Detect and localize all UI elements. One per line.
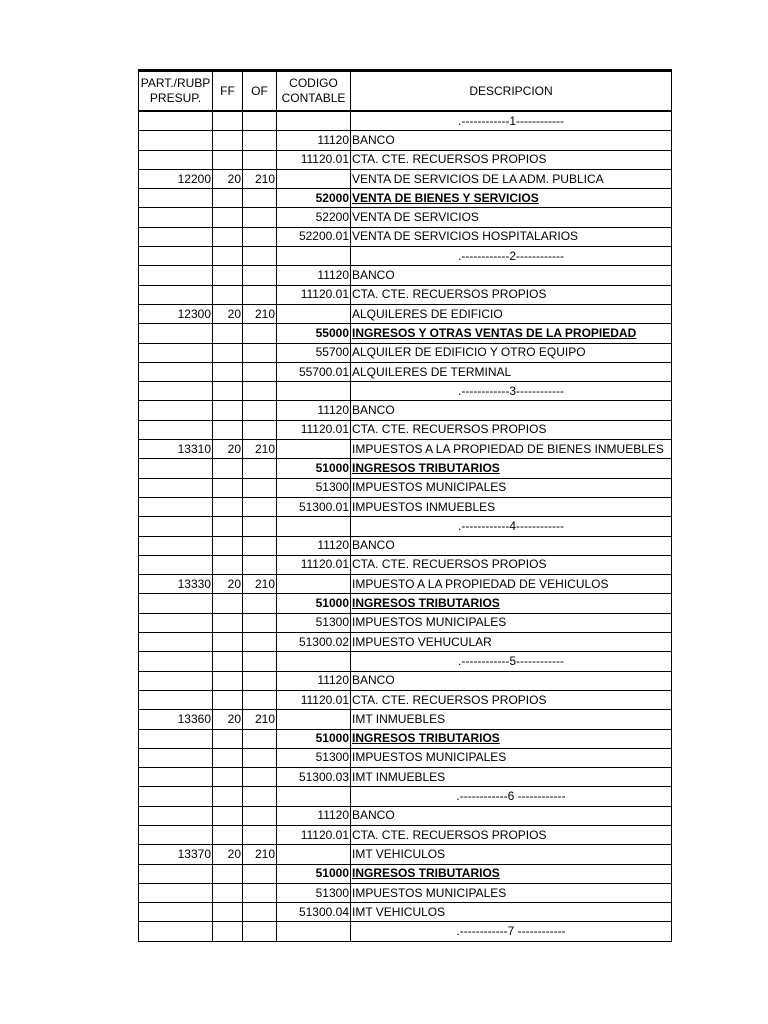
cell-part-rubp [139,247,213,266]
table-row [139,864,672,883]
cell-codigo-contable: 11120 [277,536,351,555]
header-ff: FF [213,71,243,112]
separator-row [139,652,672,671]
table-row [139,285,672,304]
cell-of: 210 [243,304,277,323]
cell-descripcion: .------------7 ------------ [351,922,672,941]
cell-descripcion: IMPUESTOS MUNICIPALES [351,478,672,497]
cell-ff [213,806,243,825]
cell-codigo-contable: 11120.01 [277,420,351,439]
cell-part-rubp [139,883,213,902]
cell-ff [213,362,243,381]
cell-descripcion: CTA. CTE. RECUERSOS PROPIOS [351,285,672,304]
cell-codigo-contable: 51300.02 [277,633,351,652]
cell-ff: 20 [213,575,243,594]
cell-of [243,806,277,825]
cell-ff [213,324,243,343]
cell-of [243,208,277,227]
cell-of [243,594,277,613]
cell-descripcion: INGRESOS TRIBUTARIOS [351,594,672,613]
cell-ff [213,922,243,941]
cell-of [243,729,277,748]
table-row [139,459,672,478]
cell-ff [213,247,243,266]
accounting-sheet [138,69,671,942]
cell-of: 210 [243,710,277,729]
cell-of [243,633,277,652]
cell-codigo-contable: 51300.01 [277,497,351,516]
cell-descripcion: VENTA DE SERVICIOS DE LA ADM. PUBLICA [351,169,672,188]
table-row [139,440,672,459]
cell-part-rubp [139,922,213,941]
cell-part-rubp [139,111,213,131]
table-body [139,111,672,941]
table-row [139,710,672,729]
table-row [139,343,672,362]
cell-ff [213,748,243,767]
cell-of [243,420,277,439]
cell-codigo-contable: 51300.04 [277,903,351,922]
separator-row [139,382,672,401]
cell-codigo-contable [277,575,351,594]
cell-ff [213,420,243,439]
cell-ff [213,671,243,690]
cell-descripcion: ALQUILERES DE EDIFICIO [351,304,672,323]
cell-codigo-contable [277,111,351,131]
cell-descripcion: BANCO [351,806,672,825]
cell-part-rubp [139,285,213,304]
cell-ff [213,903,243,922]
cell-part-rubp [139,864,213,883]
table-row [139,189,672,208]
cell-ff [213,594,243,613]
cell-of: 210 [243,575,277,594]
cell-codigo-contable: 11120 [277,671,351,690]
cell-of [243,497,277,516]
cell-part-rubp [139,420,213,439]
cell-of [243,131,277,150]
cell-descripcion: .------------4------------ [351,517,672,536]
cell-of [243,690,277,709]
table-row [139,208,672,227]
cell-part-rubp [139,266,213,285]
cell-of [243,343,277,362]
cell-part-rubp [139,208,213,227]
cell-of [243,362,277,381]
cell-descripcion: CTA. CTE. RECUERSOS PROPIOS [351,150,672,169]
cell-codigo-contable [277,652,351,671]
cell-ff [213,497,243,516]
cell-ff [213,111,243,131]
table-row [139,690,672,709]
cell-codigo-contable [277,247,351,266]
cell-ff [213,150,243,169]
cell-part-rubp: 13310 [139,440,213,459]
cell-part-rubp [139,748,213,767]
separator-row [139,787,672,806]
cell-codigo-contable: 11120.01 [277,555,351,574]
cell-part-rubp [139,362,213,381]
cell-ff: 20 [213,169,243,188]
cell-of [243,864,277,883]
cell-codigo-contable: 51300 [277,883,351,902]
separator-row [139,517,672,536]
cell-of [243,111,277,131]
cell-ff [213,517,243,536]
cell-descripcion: BANCO [351,671,672,690]
cell-descripcion: INGRESOS Y OTRAS VENTAS DE LA PROPIEDAD [351,324,672,343]
cell-descripcion: .------------2------------ [351,247,672,266]
budget-table [138,69,672,942]
cell-part-rubp [139,903,213,922]
cell-part-rubp [139,497,213,516]
cell-descripcion: .------------3------------ [351,382,672,401]
cell-codigo-contable: 11120.01 [277,150,351,169]
cell-codigo-contable: 52200 [277,208,351,227]
table-row [139,401,672,420]
cell-of [243,478,277,497]
table-row [139,362,672,381]
cell-codigo-contable [277,922,351,941]
cell-codigo-contable: 51300 [277,613,351,632]
cell-codigo-contable [277,382,351,401]
cell-descripcion: VENTA DE SERVICIOS HOSPITALARIOS [351,227,672,246]
cell-codigo-contable: 55700 [277,343,351,362]
cell-ff [213,208,243,227]
cell-part-rubp [139,517,213,536]
cell-descripcion: CTA. CTE. RECUERSOS PROPIOS [351,555,672,574]
cell-ff [213,768,243,787]
cell-ff [213,227,243,246]
cell-codigo-contable: 51300 [277,478,351,497]
separator-row [139,111,672,131]
cell-descripcion: ALQUILERES DE TERMINAL [351,362,672,381]
cell-part-rubp [139,671,213,690]
table-row [139,613,672,632]
cell-descripcion: IMT VEHICULOS [351,845,672,864]
cell-codigo-contable: 52200.01 [277,227,351,246]
cell-of [243,555,277,574]
cell-codigo-contable [277,304,351,323]
cell-part-rubp [139,131,213,150]
cell-ff: 20 [213,440,243,459]
cell-descripcion: VENTA DE SERVICIOS [351,208,672,227]
cell-codigo-contable [277,440,351,459]
cell-codigo-contable: 51000 [277,729,351,748]
table-row [139,227,672,246]
cell-codigo-contable: 11120 [277,266,351,285]
table-row [139,633,672,652]
cell-part-rubp: 12200 [139,169,213,188]
separator-row [139,922,672,941]
table-header [139,71,672,112]
cell-descripcion: .------------6 ------------ [351,787,672,806]
cell-codigo-contable [277,787,351,806]
cell-of [243,266,277,285]
cell-descripcion: CTA. CTE. RECUERSOS PROPIOS [351,420,672,439]
cell-descripcion: IMPUESTO A LA PROPIEDAD DE VEHICULOS [351,575,672,594]
cell-descripcion: IMT INMUEBLES [351,768,672,787]
cell-of [243,903,277,922]
table-row [139,169,672,188]
table-row [139,150,672,169]
cell-codigo-contable [277,845,351,864]
cell-ff [213,131,243,150]
table-row [139,478,672,497]
table-row [139,324,672,343]
cell-part-rubp [139,652,213,671]
cell-of [243,382,277,401]
table-row [139,825,672,844]
cell-codigo-contable [277,517,351,536]
cell-part-rubp [139,150,213,169]
cell-codigo-contable: 51000 [277,594,351,613]
cell-part-rubp: 12300 [139,304,213,323]
cell-ff [213,729,243,748]
header-codigo-contable: CODIGO CONTABLE [277,71,351,112]
table-row [139,536,672,555]
cell-of [243,922,277,941]
cell-codigo-contable: 11120 [277,401,351,420]
cell-descripcion: IMPUESTOS A LA PROPIEDAD DE BIENES INMUEBLES [351,440,672,459]
cell-of [243,285,277,304]
cell-of [243,150,277,169]
cell-part-rubp [139,382,213,401]
cell-codigo-contable: 51300 [277,748,351,767]
separator-row [139,247,672,266]
cell-part-rubp [139,536,213,555]
cell-ff [213,555,243,574]
cell-part-rubp [139,343,213,362]
cell-of [243,652,277,671]
table-row [139,883,672,902]
cell-descripcion: ALQUILER DE EDIFICIO Y OTRO EQUIPO [351,343,672,362]
cell-ff [213,478,243,497]
cell-of [243,787,277,806]
cell-descripcion: IMT INMUEBLES [351,710,672,729]
cell-ff: 20 [213,845,243,864]
cell-ff [213,613,243,632]
cell-part-rubp [139,613,213,632]
cell-ff [213,285,243,304]
table-row [139,594,672,613]
header-row [139,71,672,112]
cell-codigo-contable [277,169,351,188]
cell-of [243,324,277,343]
cell-of: 210 [243,845,277,864]
cell-part-rubp [139,459,213,478]
header-part-rubp: PART./RUBP PRESUP. [139,71,213,112]
cell-descripcion: .------------1------------ [351,111,672,131]
cell-of [243,517,277,536]
table-row [139,497,672,516]
cell-ff: 20 [213,710,243,729]
table-row [139,555,672,574]
cell-ff [213,883,243,902]
cell-ff [213,382,243,401]
cell-descripcion: .------------5------------ [351,652,672,671]
cell-codigo-contable: 11120 [277,806,351,825]
table-row [139,304,672,323]
table-row [139,420,672,439]
cell-ff [213,864,243,883]
cell-of [243,825,277,844]
cell-descripcion: IMPUESTOS MUNICIPALES [351,613,672,632]
cell-of [243,459,277,478]
cell-part-rubp [139,555,213,574]
cell-part-rubp [139,227,213,246]
cell-codigo-contable: 51300.03 [277,768,351,787]
cell-descripcion: BANCO [351,266,672,285]
header-of: OF [243,71,277,112]
cell-of [243,189,277,208]
cell-part-rubp: 13360 [139,710,213,729]
cell-descripcion: BANCO [351,131,672,150]
cell-codigo-contable: 11120.01 [277,285,351,304]
cell-codigo-contable: 11120.01 [277,825,351,844]
cell-ff [213,459,243,478]
cell-descripcion: CTA. CTE. RECUERSOS PROPIOS [351,690,672,709]
cell-descripcion: IMT VEHICULOS [351,903,672,922]
cell-part-rubp [139,787,213,806]
cell-descripcion: INGRESOS TRIBUTARIOS [351,864,672,883]
cell-codigo-contable: 55700.01 [277,362,351,381]
cell-part-rubp [139,729,213,748]
table-row [139,575,672,594]
cell-of [243,247,277,266]
cell-part-rubp [139,478,213,497]
cell-codigo-contable: 55000 [277,324,351,343]
cell-descripcion: CTA. CTE. RECUERSOS PROPIOS [351,825,672,844]
cell-ff [213,536,243,555]
cell-descripcion: IMPUESTOS INMUEBLES [351,497,672,516]
cell-part-rubp [139,324,213,343]
cell-descripcion: VENTA DE BIENES Y SERVICIOS [351,189,672,208]
cell-of [243,536,277,555]
cell-part-rubp [139,690,213,709]
cell-codigo-contable: 11120 [277,131,351,150]
cell-descripcion: BANCO [351,536,672,555]
table-row [139,748,672,767]
cell-ff [213,266,243,285]
cell-codigo-contable: 52000 [277,189,351,208]
cell-of: 210 [243,440,277,459]
cell-descripcion: IMPUESTOS MUNICIPALES [351,883,672,902]
cell-descripcion: IMPUESTO VEHUCULAR [351,633,672,652]
table-row [139,266,672,285]
table-row [139,845,672,864]
cell-descripcion: BANCO [351,401,672,420]
cell-ff [213,633,243,652]
cell-of [243,401,277,420]
cell-part-rubp [139,806,213,825]
cell-part-rubp: 13330 [139,575,213,594]
cell-descripcion: INGRESOS TRIBUTARIOS [351,459,672,478]
cell-codigo-contable [277,710,351,729]
table-row [139,729,672,748]
cell-part-rubp [139,594,213,613]
cell-of [243,768,277,787]
cell-part-rubp [139,189,213,208]
cell-ff [213,825,243,844]
cell-of [243,883,277,902]
cell-codigo-contable: 51000 [277,459,351,478]
cell-ff [213,343,243,362]
cell-ff [213,787,243,806]
cell-of [243,227,277,246]
cell-part-rubp [139,401,213,420]
table-row [139,131,672,150]
cell-ff: 20 [213,304,243,323]
table-row [139,903,672,922]
table-row [139,768,672,787]
table-row [139,806,672,825]
cell-ff [213,690,243,709]
cell-codigo-contable: 11120.01 [277,690,351,709]
cell-of: 210 [243,169,277,188]
cell-part-rubp [139,633,213,652]
cell-descripcion: IMPUESTOS MUNICIPALES [351,748,672,767]
cell-codigo-contable: 51000 [277,864,351,883]
cell-of [243,671,277,690]
cell-of [243,613,277,632]
cell-ff [213,401,243,420]
cell-part-rubp [139,825,213,844]
cell-ff [213,652,243,671]
table-row [139,671,672,690]
cell-ff [213,189,243,208]
cell-part-rubp [139,768,213,787]
cell-of [243,748,277,767]
header-descripcion: DESCRIPCION [351,71,672,112]
cell-descripcion: INGRESOS TRIBUTARIOS [351,729,672,748]
cell-part-rubp: 13370 [139,845,213,864]
